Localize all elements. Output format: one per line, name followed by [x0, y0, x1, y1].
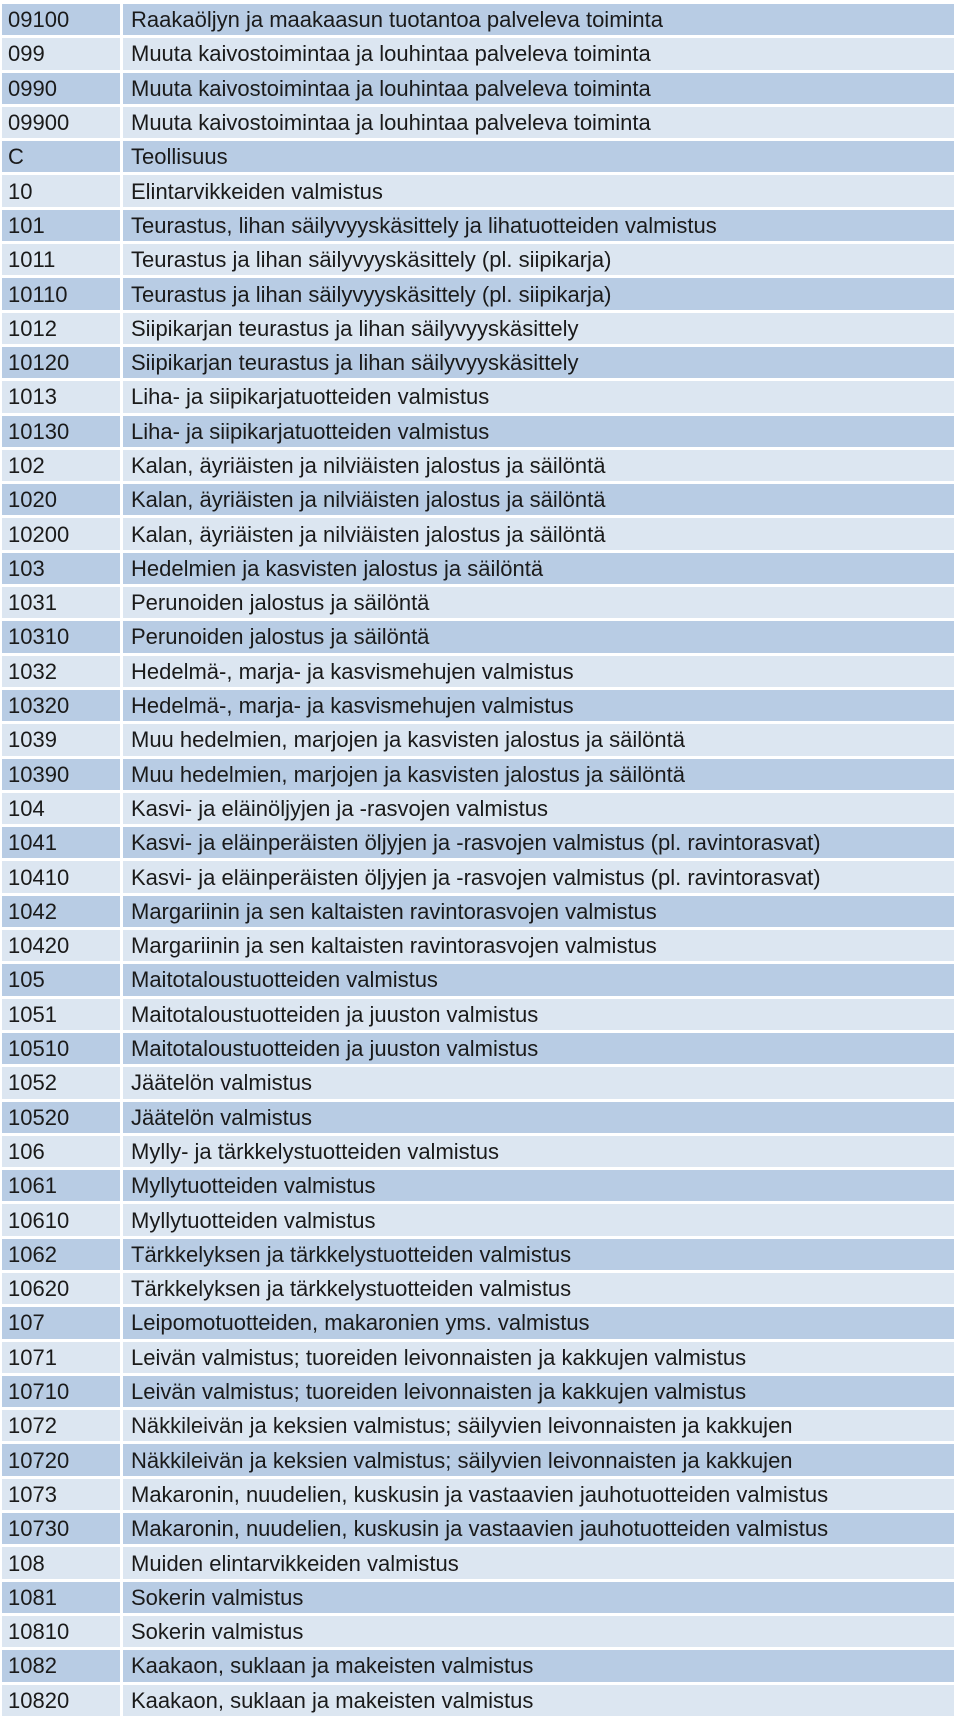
industry-description-cell: Näkkileivän ja keksien valmistus; säilyvien leivonnaisten ja kakkujen — [123, 1444, 954, 1475]
industry-description-cell: Kasvi- ja eläinperäisten öljyjen ja -rasvojen valmistus (pl. ravintorasvat) — [123, 827, 954, 858]
industry-description-cell: Myllytuotteiden valmistus — [123, 1170, 954, 1201]
industry-code-cell: 1061 — [2, 1170, 123, 1201]
table-row — [2, 1444, 954, 1475]
table-row — [2, 621, 954, 652]
industry-code-cell: 10310 — [2, 621, 123, 652]
table-row — [2, 1273, 954, 1304]
table-row — [2, 381, 954, 412]
industry-description-cell: Raakaöljyn ja maakaasun tuotantoa palveleva toiminta — [123, 4, 954, 35]
table-row — [2, 1239, 954, 1270]
industry-description-cell: Hedelmä-, marja- ja kasvismehujen valmistus — [123, 690, 954, 721]
industry-code-cell: 10130 — [2, 416, 123, 447]
table-row — [2, 4, 954, 35]
industry-classification-table — [2, 1, 954, 1719]
table-row — [2, 1616, 954, 1647]
industry-description-cell: Muiden elintarvikkeiden valmistus — [123, 1547, 954, 1578]
industry-code-cell: 099 — [2, 38, 123, 69]
table-row — [2, 827, 954, 858]
industry-description-cell: Maitotaloustuotteiden ja juuston valmistus — [123, 999, 954, 1030]
industry-code-cell: 10730 — [2, 1513, 123, 1544]
industry-code-cell: 1032 — [2, 656, 123, 687]
industry-code-cell: 10390 — [2, 759, 123, 790]
table-row — [2, 1102, 954, 1133]
table-row — [2, 1582, 954, 1613]
industry-code-cell: 103 — [2, 553, 123, 584]
table-row — [2, 896, 954, 927]
industry-description-cell: Kasvi- ja eläinperäisten öljyjen ja -rasvojen valmistus (pl. ravintorasvat) — [123, 861, 954, 892]
industry-description-cell: Muuta kaivostoimintaa ja louhintaa palveleva toiminta — [123, 107, 954, 138]
table-row — [2, 416, 954, 447]
industry-description-cell: Hedelmien ja kasvisten jalostus ja säilöntä — [123, 553, 954, 584]
industry-description-cell: Myllytuotteiden valmistus — [123, 1204, 954, 1235]
industry-description-cell: Maitotaloustuotteiden ja juuston valmistus — [123, 1033, 954, 1064]
industry-description-cell: Leivän valmistus; tuoreiden leivonnaisten ja kakkujen valmistus — [123, 1376, 954, 1407]
industry-code-cell: 10120 — [2, 347, 123, 378]
industry-description-cell: Sokerin valmistus — [123, 1582, 954, 1613]
table-row — [2, 450, 954, 481]
industry-description-cell: Margariinin ja sen kaltaisten ravintorasvojen valmistus — [123, 896, 954, 927]
industry-code-cell: 101 — [2, 210, 123, 241]
industry-description-cell: Leivän valmistus; tuoreiden leivonnaisten ja kakkujen valmistus — [123, 1342, 954, 1373]
table-row — [2, 999, 954, 1030]
industry-description-cell: Teurastus, lihan säilyvyyskäsittely ja lihatuotteiden valmistus — [123, 210, 954, 241]
table-row — [2, 930, 954, 961]
table-row — [2, 278, 954, 309]
industry-description-cell: Makaronin, nuudelien, kuskusin ja vastaavien jauhotuotteiden valmistus — [123, 1479, 954, 1510]
industry-code-cell: 10810 — [2, 1616, 123, 1647]
industry-code-cell: 10620 — [2, 1273, 123, 1304]
industry-code-cell: 1072 — [2, 1410, 123, 1441]
industry-code-cell: 1073 — [2, 1479, 123, 1510]
table-body — [2, 4, 954, 1716]
industry-description-cell: Teurastus ja lihan säilyvyyskäsittely (pl. siipikarja) — [123, 278, 954, 309]
industry-code-cell: 10 — [2, 175, 123, 206]
industry-code-cell: 10710 — [2, 1376, 123, 1407]
table-row — [2, 1067, 954, 1098]
table-row — [2, 141, 954, 172]
table-row — [2, 1033, 954, 1064]
industry-code-cell: 1013 — [2, 381, 123, 412]
industry-code-cell: 102 — [2, 450, 123, 481]
industry-code-cell: 107 — [2, 1307, 123, 1338]
industry-code-cell: 10610 — [2, 1204, 123, 1235]
industry-description-cell: Perunoiden jalostus ja säilöntä — [123, 621, 954, 652]
industry-code-cell: C — [2, 141, 123, 172]
table-row — [2, 587, 954, 618]
table-row — [2, 347, 954, 378]
table-row — [2, 1170, 954, 1201]
industry-code-cell: 104 — [2, 793, 123, 824]
industry-code-cell: 1011 — [2, 244, 123, 275]
industry-description-cell: Siipikarjan teurastus ja lihan säilyvyyskäsittely — [123, 313, 954, 344]
industry-description-cell: Näkkileivän ja keksien valmistus; säilyvien leivonnaisten ja kakkujen — [123, 1410, 954, 1441]
table-row — [2, 793, 954, 824]
industry-code-cell: 10200 — [2, 518, 123, 549]
industry-description-cell: Kalan, äyriäisten ja nilviäisten jalostus ja säilöntä — [123, 450, 954, 481]
industry-code-cell: 1039 — [2, 724, 123, 755]
table-row — [2, 861, 954, 892]
industry-description-cell: Muuta kaivostoimintaa ja louhintaa palveleva toiminta — [123, 73, 954, 104]
industry-code-cell: 1051 — [2, 999, 123, 1030]
table-row — [2, 1513, 954, 1544]
industry-description-cell: Liha- ja siipikarjatuotteiden valmistus — [123, 381, 954, 412]
industry-code-cell: 10320 — [2, 690, 123, 721]
industry-description-cell: Kaakaon, suklaan ja makeisten valmistus — [123, 1685, 954, 1716]
industry-code-cell: 1081 — [2, 1582, 123, 1613]
industry-code-cell: 09100 — [2, 4, 123, 35]
industry-description-cell: Teurastus ja lihan säilyvyyskäsittely (pl. siipikarja) — [123, 244, 954, 275]
industry-code-cell: 1071 — [2, 1342, 123, 1373]
table-row — [2, 724, 954, 755]
industry-code-cell: 10420 — [2, 930, 123, 961]
industry-description-cell: Mylly- ja tärkkelystuotteiden valmistus — [123, 1136, 954, 1167]
industry-description-cell: Maitotaloustuotteiden valmistus — [123, 964, 954, 995]
table-row — [2, 244, 954, 275]
industry-code-cell: 10410 — [2, 861, 123, 892]
industry-code-cell: 1041 — [2, 827, 123, 858]
industry-code-cell: 10510 — [2, 1033, 123, 1064]
table-row — [2, 759, 954, 790]
industry-code-cell: 1020 — [2, 484, 123, 515]
industry-code-cell: 0990 — [2, 73, 123, 104]
industry-code-cell: 108 — [2, 1547, 123, 1578]
table-row — [2, 175, 954, 206]
table-row — [2, 1136, 954, 1167]
industry-description-cell: Margariinin ja sen kaltaisten ravintorasvojen valmistus — [123, 930, 954, 961]
table-row — [2, 656, 954, 687]
industry-description-cell: Muu hedelmien, marjojen ja kasvisten jalostus ja säilöntä — [123, 759, 954, 790]
industry-description-cell: Muuta kaivostoimintaa ja louhintaa palveleva toiminta — [123, 38, 954, 69]
industry-code-cell: 105 — [2, 964, 123, 995]
industry-code-cell: 106 — [2, 1136, 123, 1167]
table-row — [2, 1685, 954, 1716]
industry-description-cell: Jäätelön valmistus — [123, 1067, 954, 1098]
table-row — [2, 1479, 954, 1510]
industry-description-cell: Kaakaon, suklaan ja makeisten valmistus — [123, 1650, 954, 1681]
industry-code-cell: 09900 — [2, 107, 123, 138]
table-row — [2, 484, 954, 515]
table-row — [2, 690, 954, 721]
table-row — [2, 964, 954, 995]
table-row — [2, 1650, 954, 1681]
table-row — [2, 313, 954, 344]
table-row — [2, 1376, 954, 1407]
industry-code-cell: 10820 — [2, 1685, 123, 1716]
table-row — [2, 73, 954, 104]
industry-code-cell: 1062 — [2, 1239, 123, 1270]
table-row — [2, 1410, 954, 1441]
industry-description-cell: Tärkkelyksen ja tärkkelystuotteiden valmistus — [123, 1273, 954, 1304]
table-row — [2, 518, 954, 549]
industry-code-cell: 10110 — [2, 278, 123, 309]
industry-description-cell: Hedelmä-, marja- ja kasvismehujen valmistus — [123, 656, 954, 687]
industry-description-cell: Leipomotuotteiden, makaronien yms. valmistus — [123, 1307, 954, 1338]
industry-code-cell: 10520 — [2, 1102, 123, 1133]
table-row — [2, 210, 954, 241]
industry-description-cell: Kalan, äyriäisten ja nilviäisten jalostus ja säilöntä — [123, 484, 954, 515]
table-row — [2, 1342, 954, 1373]
table-row — [2, 107, 954, 138]
industry-description-cell: Liha- ja siipikarjatuotteiden valmistus — [123, 416, 954, 447]
industry-code-cell: 1052 — [2, 1067, 123, 1098]
industry-description-cell: Makaronin, nuudelien, kuskusin ja vastaavien jauhotuotteiden valmistus — [123, 1513, 954, 1544]
table-row — [2, 553, 954, 584]
industry-description-cell: Elintarvikkeiden valmistus — [123, 175, 954, 206]
table-row — [2, 1204, 954, 1235]
industry-description-cell: Kasvi- ja eläinöljyjen ja -rasvojen valmistus — [123, 793, 954, 824]
industry-description-cell: Tärkkelyksen ja tärkkelystuotteiden valmistus — [123, 1239, 954, 1270]
industry-description-cell: Muu hedelmien, marjojen ja kasvisten jalostus ja säilöntä — [123, 724, 954, 755]
industry-code-cell: 10720 — [2, 1444, 123, 1475]
industry-code-cell: 1042 — [2, 896, 123, 927]
industry-description-cell: Sokerin valmistus — [123, 1616, 954, 1647]
industry-description-cell: Perunoiden jalostus ja säilöntä — [123, 587, 954, 618]
table-row — [2, 1547, 954, 1578]
industry-description-cell: Kalan, äyriäisten ja nilviäisten jalostus ja säilöntä — [123, 518, 954, 549]
industry-code-cell: 1012 — [2, 313, 123, 344]
industry-description-cell: Jäätelön valmistus — [123, 1102, 954, 1133]
industry-description-cell: Siipikarjan teurastus ja lihan säilyvyyskäsittely — [123, 347, 954, 378]
table-row — [2, 38, 954, 69]
industry-code-cell: 1082 — [2, 1650, 123, 1681]
table-row — [2, 1307, 954, 1338]
industry-code-cell: 1031 — [2, 587, 123, 618]
industry-description-cell: Teollisuus — [123, 141, 954, 172]
